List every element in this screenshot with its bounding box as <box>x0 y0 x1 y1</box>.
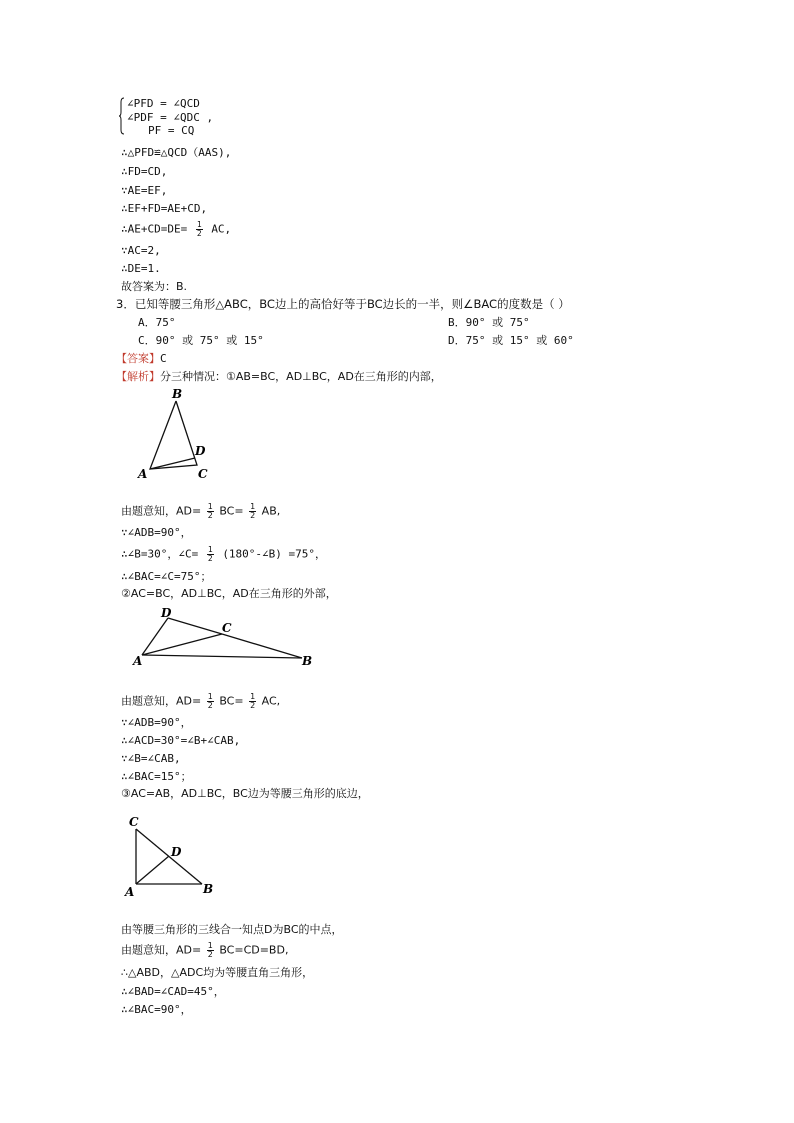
case2-line-2: ∵∠ADB=90°， <box>121 716 192 729</box>
analysis-text: 分三种情况：①AB=BC，AD⊥BC，AD在三角形的内部， <box>160 370 442 383</box>
option-d: D．75° 或 15° 或 60° <box>448 334 574 347</box>
case1-line-5: ②AC=BC，AD⊥BC，AD在三角形的外部， <box>121 587 337 600</box>
step-ef-fd: ∴EF+FD=AE+CD, <box>121 202 208 215</box>
case1-line-2: ∵∠ADB=90°， <box>121 526 192 539</box>
case2-line-4: ∵∠B=∠CAB, <box>121 752 181 765</box>
answer-row <box>116 352 167 366</box>
answer-label: 【答案】 <box>116 352 160 365</box>
fraction-half: $\frac{1}{2}$ <box>250 692 256 710</box>
case3-line-2: 由题意知，AD= $\frac{1}{2}$ BC=CD=BD, <box>121 941 289 959</box>
step-ae-ef: ∵AE=EF, <box>121 184 168 197</box>
label-c: C <box>129 815 139 829</box>
fraction-half: $\frac{1}{2}$ <box>207 502 213 520</box>
analysis-row <box>116 370 442 384</box>
label-b: B <box>302 654 313 668</box>
case3-line-3: ∴△ABD，△ADC均为等腰直角三角形， <box>121 966 314 979</box>
figure-case-1 <box>130 385 220 485</box>
option-c: C．90° 或 75° 或 15° <box>138 334 264 347</box>
label-c: C <box>198 467 208 481</box>
option-b: B．90° 或 75° <box>448 316 530 329</box>
label-d: D <box>161 606 172 620</box>
case3-line-1: 由等腰三角形的三线合一知点D为BC的中点， <box>121 923 343 936</box>
option-a: A．75° <box>138 316 176 329</box>
fraction-half: $\frac{1}{2}$ <box>207 941 213 959</box>
label-a: A <box>125 885 135 899</box>
case2-line-6: ③AC=AB，AD⊥BC，BC边为等腰三角形的底边， <box>121 787 369 800</box>
step-fd-cd: ∴FD=CD, <box>121 165 168 178</box>
question-3: 3．已知等腰三角形△ABC，BC边上的高恰好等于BC边长的一半，则∠BAC的度数是（ ） <box>116 297 570 311</box>
step-congruent: ∴△PFD≌△QCD（AAS), <box>121 146 232 159</box>
fraction-half: $\frac{1}{2}$ <box>207 545 213 563</box>
label-a: A <box>133 654 143 668</box>
analysis-label: 【解析】 <box>116 370 160 383</box>
case3-line-5: ∴∠BAC=90°， <box>121 1003 192 1016</box>
text: ∴AE+CD=DE= <box>121 222 188 236</box>
text: AC, <box>211 222 232 236</box>
system-line-2: ∠PDF = ∠QDC , <box>127 111 214 124</box>
answer-value: C <box>160 352 167 365</box>
case3-line-4: ∴∠BAD=∠CAD=45°， <box>121 985 225 998</box>
case2-line-1: 由题意知，AD= $\frac{1}{2}$ BC= $\frac{1}{2}$ AC, <box>121 692 281 710</box>
label-c: C <box>222 621 232 635</box>
label-a: A <box>138 467 148 481</box>
step-de-half-ac <box>121 221 231 238</box>
case1-line-4: ∴∠BAC=∠C=75°； <box>121 570 212 583</box>
step-ac-2: ∵AC=2, <box>121 244 161 257</box>
case2-line-5: ∴∠BAC=15°； <box>121 770 192 783</box>
system-line-3: PF = CQ <box>148 124 195 137</box>
system-line-1: ∠PFD = ∠QCD <box>127 97 200 110</box>
case1-line-1: 由题意知，AD= $\frac{1}{2}$ BC= $\frac{1}{2}$ AB, <box>121 502 281 520</box>
case2-line-3: ∴∠ACD=30°=∠B+∠CAB, <box>121 734 241 747</box>
case1-line-3: ∴∠B=30°，∠C= $\frac{1}{2}$ (180°-∠B) =75°， <box>121 545 327 563</box>
fraction-half: $\frac{1}{2}$ <box>196 220 202 238</box>
fraction-half: $\frac{1}{2}$ <box>250 502 256 520</box>
figure-case-2 <box>130 603 330 673</box>
label-d: D <box>171 845 182 859</box>
figure-case-3 <box>118 812 228 902</box>
fraction-half: $\frac{1}{2}$ <box>207 692 213 710</box>
answer-line: 故答案为：B. <box>121 280 188 293</box>
label-d: D <box>195 444 206 458</box>
label-b: B <box>203 882 214 896</box>
label-b: B <box>172 387 183 401</box>
left-brace-icon <box>119 97 125 135</box>
step-de-1: ∴DE=1. <box>121 262 161 275</box>
